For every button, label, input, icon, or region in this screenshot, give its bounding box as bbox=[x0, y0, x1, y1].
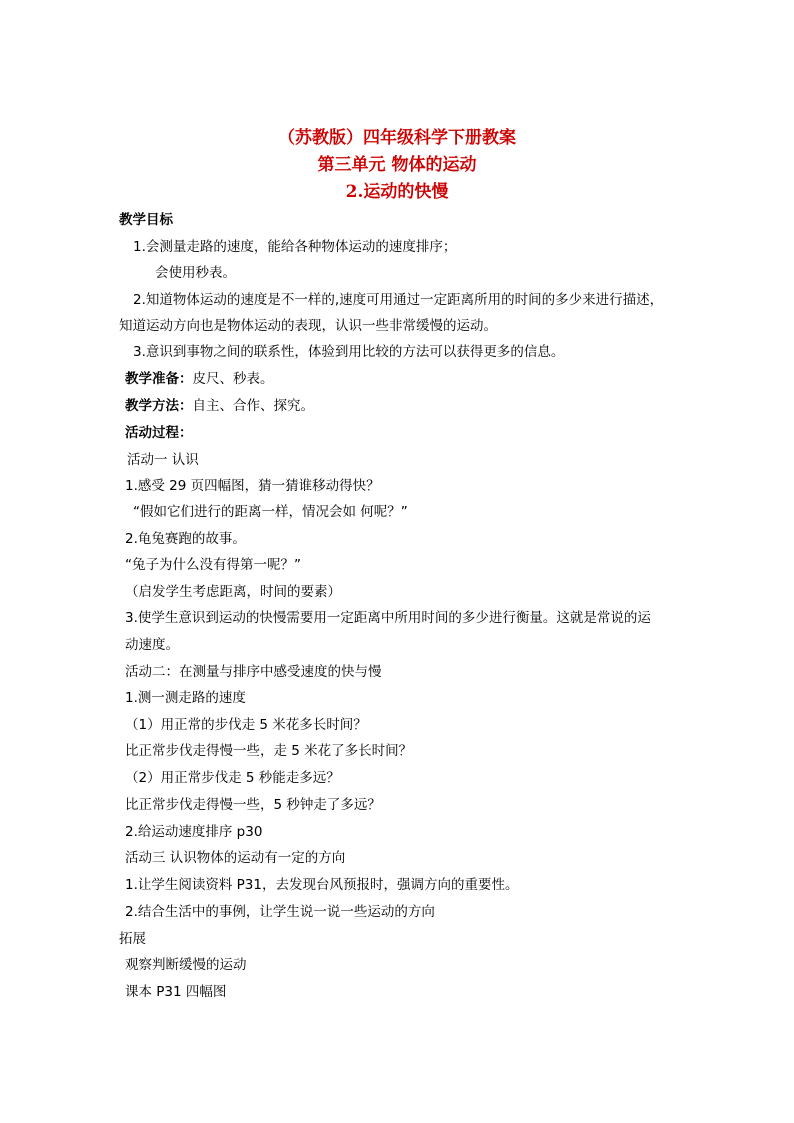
activity-3-line-2: 2.结合生活中的事例，让学生说一说一些运动的方向 bbox=[125, 904, 435, 920]
activity-1-line-6b: 动速度。 bbox=[125, 637, 179, 653]
objective-1b: 会使用秒表。 bbox=[155, 265, 236, 281]
teaching-prep-label: 教学准备： bbox=[125, 371, 193, 387]
activity-2-title: 活动二：在测量与排序中感受速度的快与慢 bbox=[125, 664, 382, 680]
activity-2-line-1: 1.测一测走路的速度 bbox=[125, 690, 246, 706]
unit-title: 第三单元 物体的运动 bbox=[317, 155, 477, 175]
objectives-heading: 教学目标 bbox=[119, 212, 173, 228]
activity-2-line-4: （2）用正常步伐走 5 秒能走多远？ bbox=[125, 770, 340, 786]
teaching-method-value: 自主、合作、探究。 bbox=[192, 398, 314, 414]
activity-1-line-3: 2.龟兔赛跑的故事。 bbox=[125, 531, 246, 547]
activity-1-line-4: “兔子为什么没有得第一呢？” bbox=[125, 557, 301, 573]
activity-1-line-1: 1.感受 29 页四幅图，猜一猜谁移动得快？ bbox=[125, 478, 380, 494]
teaching-prep-value: 皮尺、秒表。 bbox=[192, 371, 274, 387]
activity-1-line-5: （启发学生考虑距离，时间的要素） bbox=[125, 584, 341, 600]
teaching-method-label: 教学方法： bbox=[125, 398, 193, 414]
process-heading: 活动过程： bbox=[125, 425, 193, 441]
doc-title: （苏教版）四年级科学下册教案 bbox=[278, 128, 516, 148]
lesson-title: 2.运动的快慢 bbox=[345, 182, 449, 202]
activity-2-line-2: （1）用正常的步伐走 5 米花多长时间？ bbox=[125, 717, 367, 733]
activity-2-line-6: 2.给运动速度排序 p30 bbox=[125, 824, 263, 840]
extension-heading: 拓展 bbox=[119, 931, 146, 947]
objective-1: 1.会测量走路的速度，能给各种物体运动的速度排序； bbox=[133, 239, 457, 255]
activity-1-line-2: “假如它们进行的距离一样，情况会如 何呢？” bbox=[133, 504, 408, 520]
activity-1-line-6a: 3.使学生意识到运动的快慢需要用一定距离中所用时间的多少进行衡量。这就是常说的运 bbox=[125, 610, 651, 626]
activity-2-line-5: 比正常步伐走得慢一些，5 秒钟走了多远？ bbox=[125, 797, 381, 813]
activity-3-line-1: 1.让学生阅读资料 P31，去发现台风预报时，强调方向的重要性。 bbox=[125, 877, 519, 893]
extension-line-2: 课本 P31 四幅图 bbox=[125, 984, 227, 1000]
objective-2b: 知道运动方向也是物体运动的表现，认识一些非常缓慢的运动。 bbox=[119, 318, 497, 334]
extension-line-1: 观察判断缓慢的运动 bbox=[125, 957, 247, 973]
objective-2a: 2.知道物体运动的速度是不一样的,速度可用通过一定距离所用的时间的多少来进行描述， bbox=[133, 292, 664, 308]
teaching-method bbox=[125, 396, 314, 416]
activity-3-title: 活动三 认识物体的运动有一定的方向 bbox=[125, 850, 346, 866]
activity-1-title: 活动一 认识 bbox=[127, 452, 199, 468]
activity-2-line-3: 比正常步伐走得慢一些，走 5 米花了多长时间？ bbox=[125, 743, 413, 759]
objective-3: 3.意识到事物之间的联系性，体验到用比较的方法可以获得更多的信息。 bbox=[133, 344, 565, 360]
teaching-prep bbox=[125, 369, 274, 389]
